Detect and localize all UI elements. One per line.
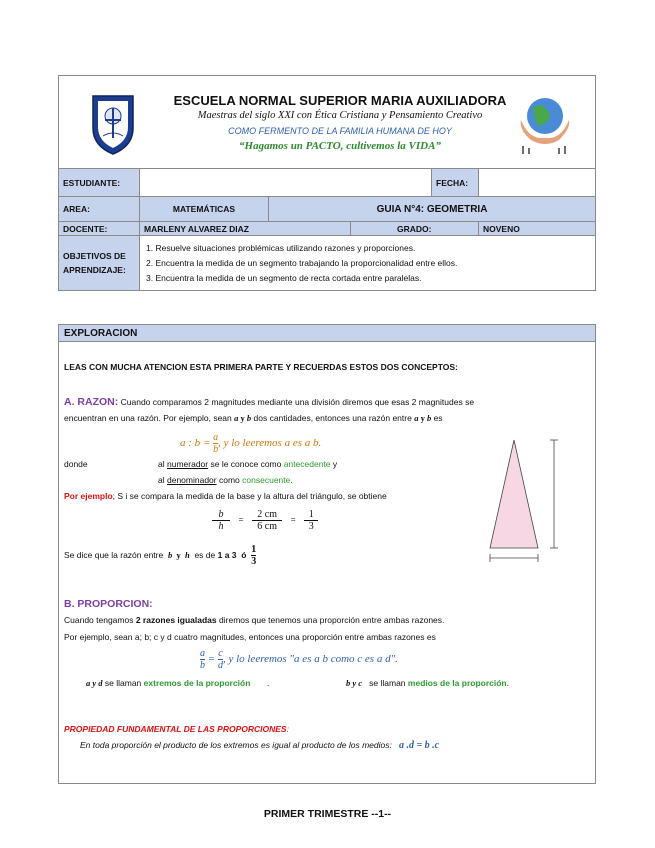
numerador-line: al numerador se le conoce como antecedente y (158, 459, 338, 469)
triangle-figure (478, 434, 578, 574)
triangle-ratio-formula: $\frac{b}{h}$ = $\frac{2 cm}{6 cm}$ = $\frac{1}{3}$ (212, 509, 318, 532)
page-footer: PRIMER TRIMESTRE --1-- (263, 808, 392, 820)
area-label: AREA: (59, 197, 140, 222)
ratio-formula: a : b = $\frac{a}{b}$ , y lo leeremos a es a b. (180, 432, 322, 455)
student-field[interactable] (140, 169, 432, 197)
student-label: ESTUDIANTE: (59, 169, 140, 197)
razon-line-1: A. RAZON: Cuando comparamos 2 magnitudes mediante una división diremos que esas 2 magnitudes se (64, 396, 475, 408)
proporcion-title: B. PROPORCION: (64, 598, 153, 610)
teacher-value: MARLENY ALVAREZ DIAZ (140, 222, 351, 236)
razon-line-2: encuentran en una razón. Por ejemplo, sean a y b dos cantidades, entonces una razón entre a y b es (64, 413, 443, 423)
teacher-label: DOCENTE: (59, 222, 140, 236)
example-line: Por ejemplo; S i se compara la medida de la base y la altura del triángulo, se obtiene (64, 491, 387, 501)
objective-item: 2. Encuentra la medida de un segmento trabajando la proporcionalidad entre ellos. (146, 257, 458, 268)
proporcion-line-2: Por ejemplo, sean a; b; c y d cuatro magnitudes, entonces una proporción entre ambas razones es (64, 632, 436, 642)
intro-text: LEAS CON MUCHA ATENCION ESTA PRIMERA PARTE Y RECUERDAS ESTOS DOS CONCEPTOS: (64, 362, 458, 372)
proporcion-line-1: Cuando tengamos 2 razones igualadas diremos que tenemos una proporción entre ambas razones. (64, 615, 445, 625)
extremos-line: a y d se llaman extremos de la proporción . (86, 678, 270, 688)
razon-title: A. RAZON: (64, 396, 119, 408)
medios-line: b y c se llaman medios de la proporción. (346, 678, 509, 688)
area-value: MATEMÁTICAS (140, 197, 269, 222)
grade-value: NOVENO (479, 222, 596, 236)
objectives-list (140, 236, 596, 291)
exploration-heading: EXPLORACION (59, 325, 595, 342)
date-label: FECHA: (432, 169, 479, 197)
donde-text: donde (64, 459, 88, 469)
info-table (58, 168, 596, 291)
objective-item: 1. Resuelve situaciones problémicas utilizando razones y proporciones. (146, 242, 416, 253)
proportion-formula: $\frac{a}{b}$ = $\frac{c}{d}$ , y lo leeremos "a es a b como c es a d". (200, 648, 398, 671)
school-motto: COMO FERMENTO DE LA FAMILIA HUMANA DE HOY (228, 126, 452, 136)
property-title: PROPIEDAD FUNDAMENTAL DE LAS PROPORCIONES: (64, 724, 289, 734)
school-name: ESCUELA NORMAL SUPERIOR MARIA AUXILIADORA (173, 93, 507, 108)
grade-label: GRADO: (350, 222, 479, 236)
date-field[interactable] (479, 169, 596, 197)
conclusion-line: Se dice que la razón entre b y h es de 1 a 3 ó $\frac{1}{3}$ (64, 544, 257, 567)
guide-title: GUIA N°4: GEOMETRIA (269, 197, 596, 222)
objectives-label: OBJETIVOS DE APRENDIZAJE: (59, 236, 140, 291)
property-text: En toda proporción el producto de los extremos es igual al producto de los medios: a .d = b .c (80, 740, 440, 751)
school-tagline: Maestras del siglo XXI con Ética Cristiana y Pensamiento Creativo (197, 110, 483, 121)
denominador-line: al denominador como consecuente. (158, 475, 293, 485)
objective-item: 3. Encuentra la medida de un segmento de recta cortada entre paralelas. (146, 272, 422, 283)
school-slogan: “Hagamos un PACTO, cultivemos la VIDA” (239, 140, 441, 152)
school-crest-icon (88, 90, 138, 156)
